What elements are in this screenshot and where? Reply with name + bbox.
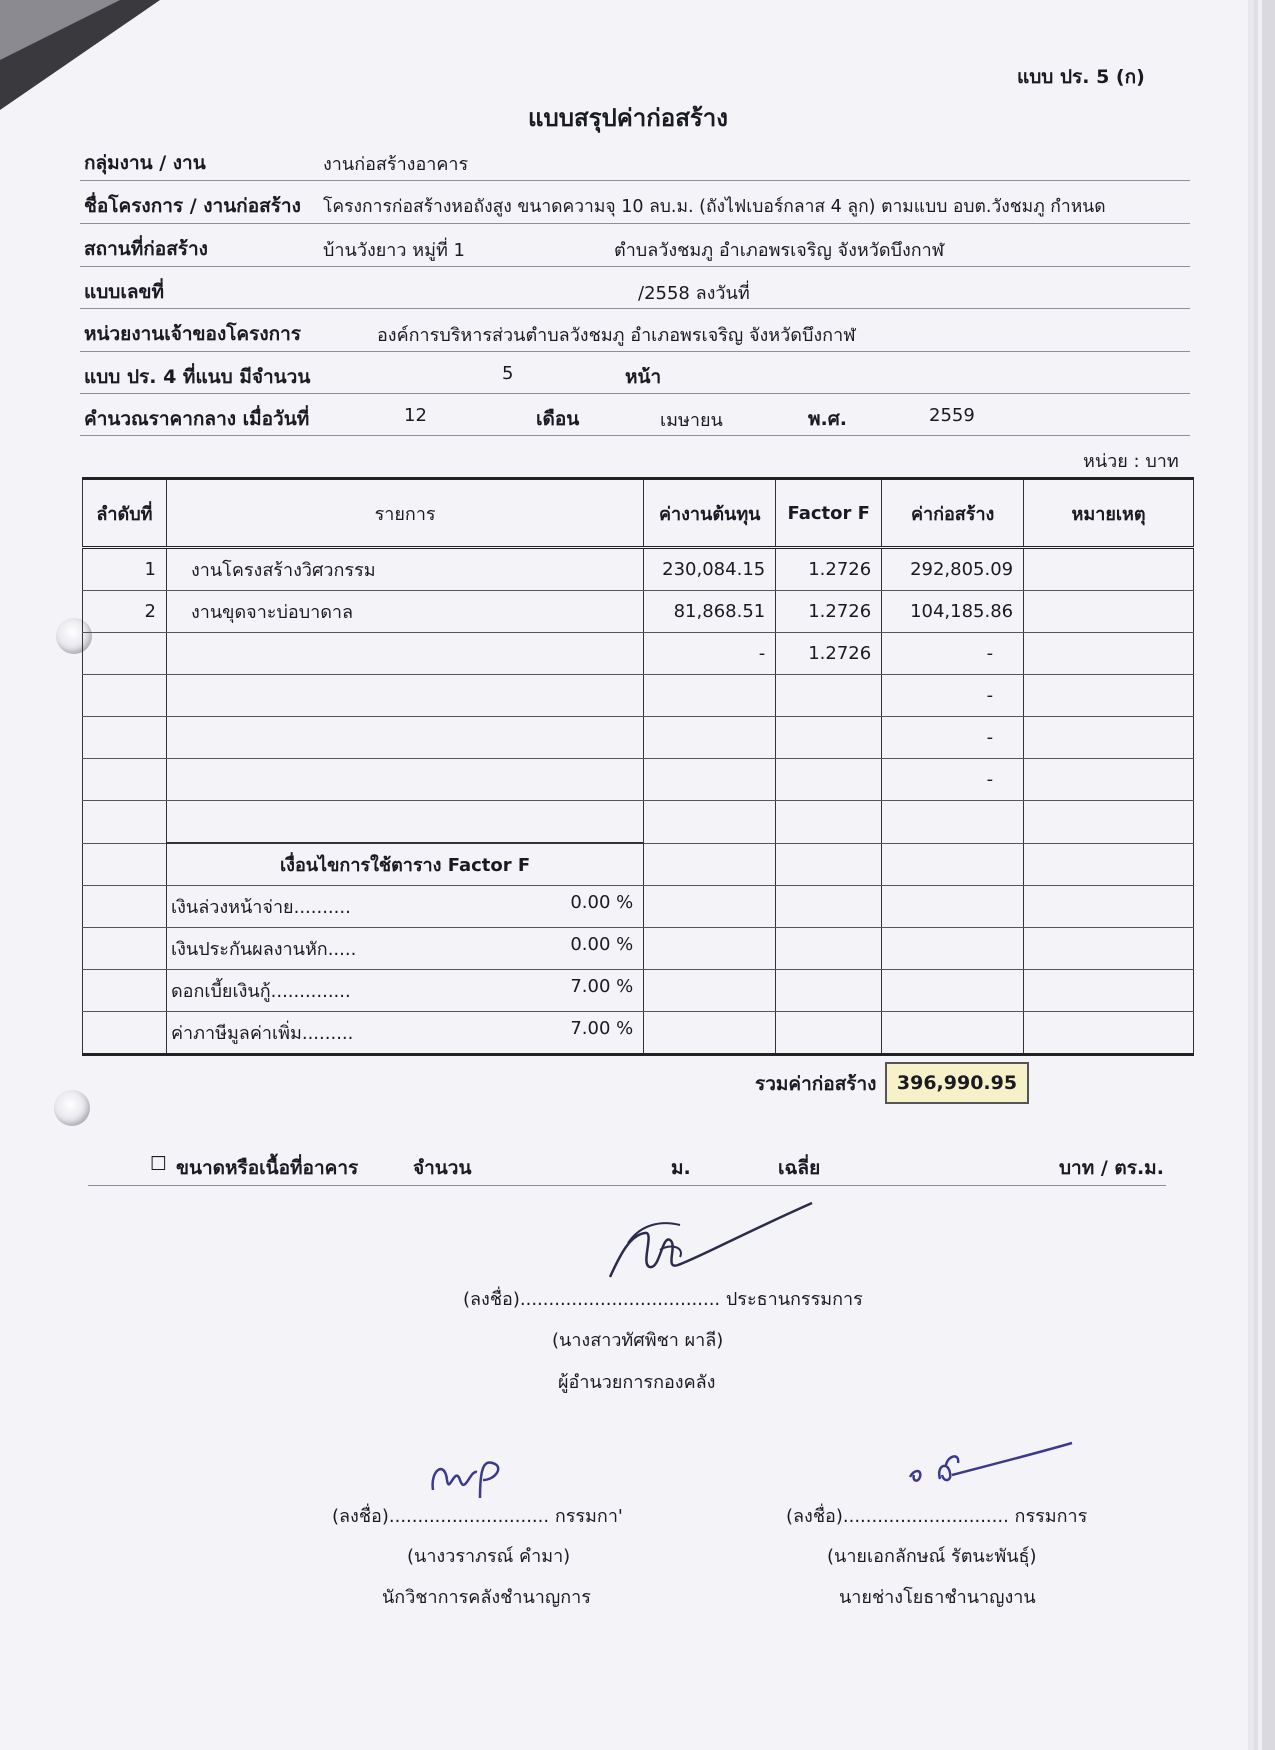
table-row [83,801,1194,844]
form-number: แบบ ปร. 5 (ก) [1017,66,1145,88]
attach-label: แบบ ปร. 4 ที่แนบ มีจำนวน [84,366,311,388]
member1-name: (นางวราภรณ์ คำมา) [407,1546,571,1567]
chair-name: (นางสาวทัศพิชา ผาลี) [552,1330,724,1351]
column-header: ค่างานต้นทุน [644,479,776,548]
area-avg-unit: บาท / ตร.ม. [1059,1157,1164,1179]
attach-count: 5 [502,363,514,384]
table-row [83,675,1194,717]
year-label: พ.ศ. [808,408,848,430]
chair-sign-line: (ลงชื่อ)................................... ประธานกรรมการ [463,1289,863,1310]
row-total: - [882,675,1024,717]
divider [88,1185,1166,1186]
row-item [166,675,643,717]
row-cost: - [644,633,776,675]
row-note [1024,675,1194,717]
calc-day: 12 [404,405,427,426]
condition-value: 0.00 % [570,892,634,913]
row-cost [644,675,776,717]
month-value: เมษายน [660,410,723,431]
row-note [1024,717,1194,759]
plan-label: แบบเลขที่ [84,281,165,303]
page-fold [0,0,120,60]
condition-label: เงินประกันผลงานหัก..... [170,939,357,960]
row-number [83,633,167,675]
table-row [83,717,1194,759]
row-cost [644,759,776,801]
chair-position: ผู้อำนวยการกองคลัง [558,1372,716,1393]
member2-position: นายช่างโยธาชำนาญงาน [839,1587,1036,1608]
row-note [1024,591,1194,633]
row-number: 1 [83,548,167,591]
condition-value: 7.00 % [570,976,634,997]
condition-label: เงินล่วงหน้าจ่าย.......... [170,897,351,918]
area-avg-label: เฉลี่ย [778,1157,821,1179]
divider [80,223,1190,224]
table-row [83,548,1194,591]
column-header: หมายเหตุ [1024,479,1194,548]
row-factor: 1.2726 [776,591,882,633]
row-item [166,633,643,675]
project-label: ชื่อโครงการ / งานก่อสร้าง [84,195,301,217]
row-total [882,801,1024,844]
member1-position: นักวิชาการคลังชำนาญการ [382,1587,591,1608]
area-unit: ม. [671,1157,691,1179]
row-number [83,801,167,844]
column-header: ค่าก่อสร้าง [882,479,1024,548]
column-header: Factor F [776,479,882,548]
column-header: รายการ [166,479,643,548]
site-label: สถานที่ก่อสร้าง [84,238,208,260]
row-note [1024,633,1194,675]
member1-sign-line: (ลงชื่อ)............................ กรรมกา' [332,1506,623,1527]
row-number [83,675,167,717]
row-factor [776,675,882,717]
row-factor: 1.2726 [776,548,882,591]
document-title: แบบสรุปค่าก่อสร้าง [528,104,728,132]
row-total: - [882,633,1024,675]
area-checkbox[interactable]: ☐ [150,1153,168,1175]
conditions-title: เงื่อนไขการใช้ตาราง Factor F [166,843,643,886]
divider [80,393,1190,394]
condition-row [83,886,1194,928]
row-note [1024,801,1194,844]
conditions-title-row [83,843,1194,886]
row-item [166,801,643,844]
attach-unit: หน้า [625,366,662,388]
table-row [83,591,1194,633]
row-total: - [882,759,1024,801]
row-number: 2 [83,591,167,633]
row-factor [776,759,882,801]
condition-label: ค่าภาษีมูลค่าเพิ่ม......... [170,1023,354,1044]
cost-summary-table [82,477,1194,1056]
row-note [1024,759,1194,801]
row-item [166,759,643,801]
row-number [83,759,167,801]
condition-label: ดอกเบี้ยเงินกู้.............. [170,981,351,1002]
row-note [1024,548,1194,591]
month-label: เดือน [536,408,580,430]
member2-sign-line: (ลงชื่อ)............................. กรรมการ [786,1506,1088,1527]
divider [80,266,1190,267]
row-total: 292,805.09 [882,548,1024,591]
row-total: 104,185.86 [882,591,1024,633]
column-header: ลำดับที่ [83,479,167,548]
condition-value: 0.00 % [570,934,634,955]
year-value: 2559 [929,405,975,426]
row-cost: 230,084.15 [644,548,776,591]
divider [80,180,1190,181]
row-cost [644,801,776,844]
row-cost [644,717,776,759]
row-factor: 1.2726 [776,633,882,675]
area-count-label: จำนวน [413,1157,472,1179]
table-header-row [83,479,1194,548]
table-row [83,759,1194,801]
calc-label: คำนวณราคากลาง เมื่อวันที่ [84,408,310,430]
table-row [83,633,1194,675]
chair-signature [600,1195,830,1295]
total-label: รวมค่าก่อสร้าง [755,1073,877,1095]
project-value: โครงการก่อสร้างหอถังสูง ขนาดความจุ 10 ลบ.ม. (ถังไฟเบอร์กลาส 4 ลูก) ตามแบบ อบต.วังชมภู กำหนด [323,197,1106,217]
area-label: ขนาดหรือเนื้อที่อาคาร [176,1157,359,1179]
member2-name: (นายเอกลักษณ์ รัตนะพันธุ์) [827,1546,1037,1567]
row-item [166,717,643,759]
row-factor [776,801,882,844]
group-label: กลุ่มงาน / งาน [84,152,206,174]
row-total: - [882,717,1024,759]
member2-signature [900,1425,1080,1495]
row-number [83,717,167,759]
unit-note: หน่วย : บาท [1083,451,1179,472]
punch-hole [54,1090,90,1126]
plan-value: /2558 ลงวันที่ [638,283,750,304]
total-value: 396,990.95 [885,1062,1029,1104]
owner-label: หน่วยงานเจ้าของโครงการ [84,323,301,345]
row-item: งานโครงสร้างวิศวกรรม [166,548,643,591]
row-cost: 81,868.51 [644,591,776,633]
condition-row [83,928,1194,970]
group-value: งานก่อสร้างอาคาร [323,154,469,175]
row-item: งานขุดจาะบ่อบาดาล [166,591,643,633]
divider [80,351,1190,352]
owner-value: องค์การบริหารส่วนตำบลวังชมภู อำเภอพรเจริญ จังหวัดบึงกาฬ [377,325,856,346]
site-village: บ้านวังยาว หมู่ที่ 1 [323,240,465,261]
condition-row [83,970,1194,1012]
site-district: ตำบลวังชมภู อำเภอพรเจริญ จังหวัดบึงกาฬ [614,240,945,261]
condition-row [83,1012,1194,1055]
condition-value: 7.00 % [570,1018,634,1039]
divider [80,308,1190,309]
row-factor [776,717,882,759]
divider [80,435,1190,436]
